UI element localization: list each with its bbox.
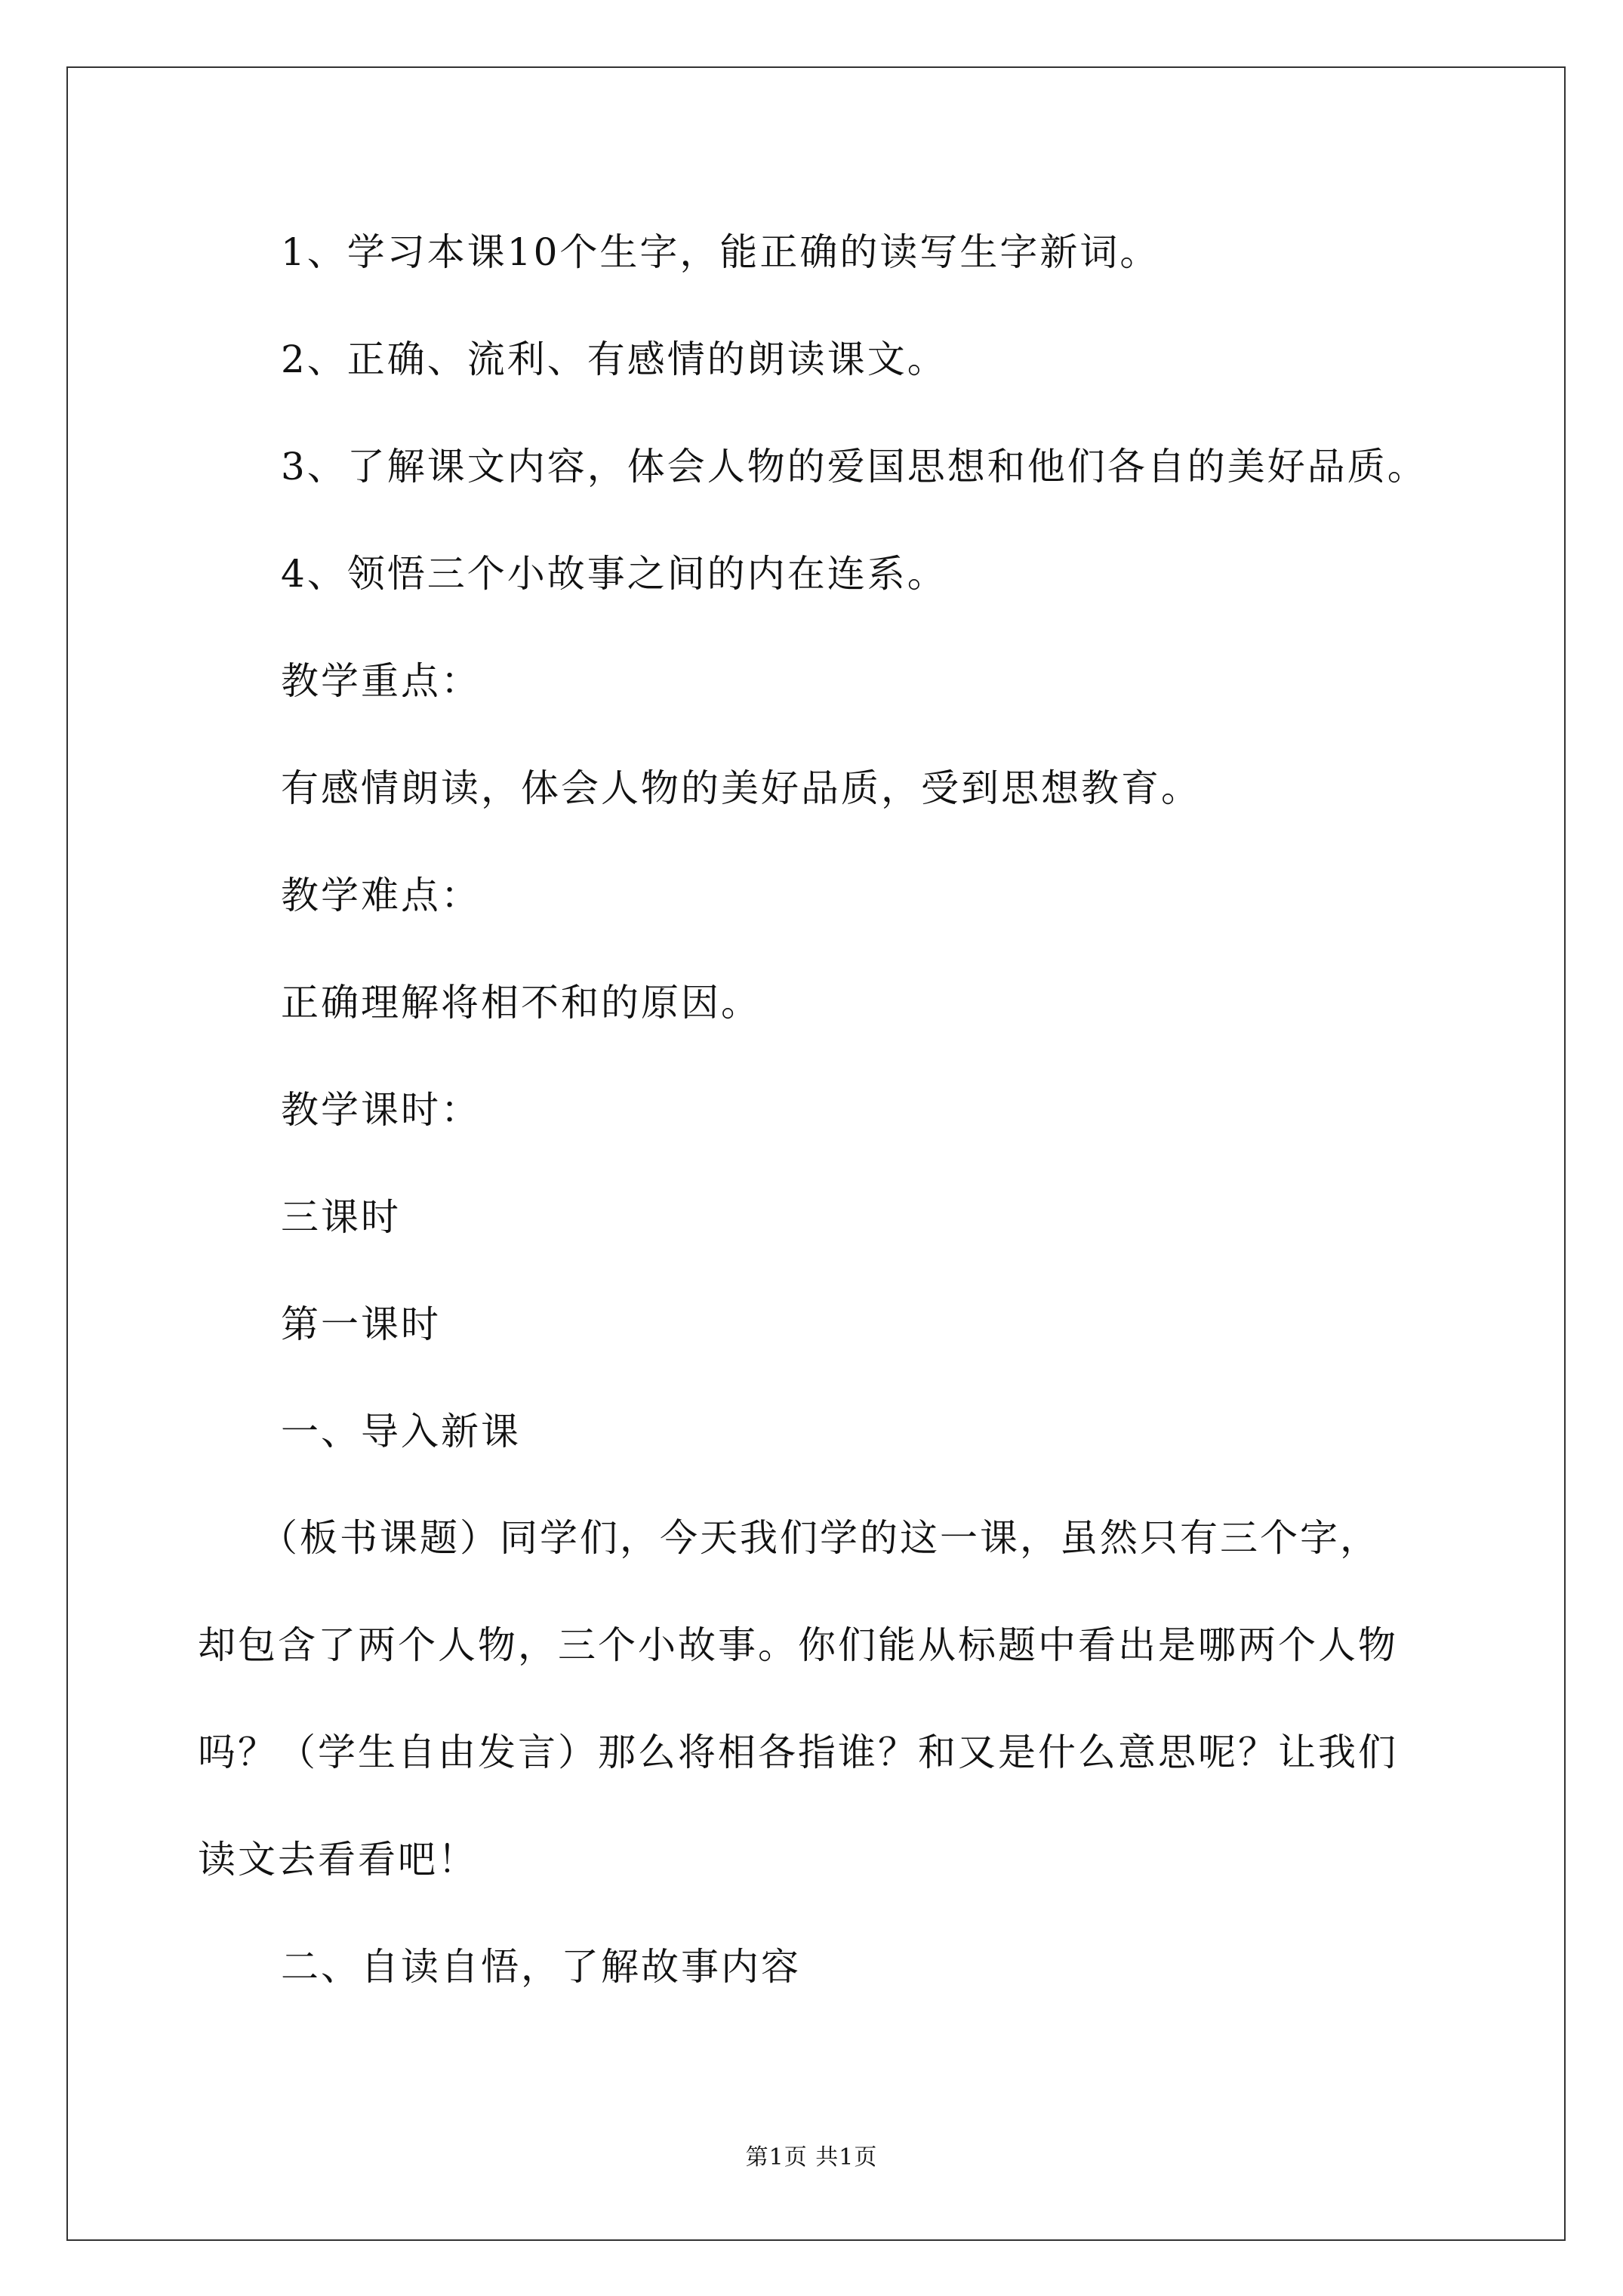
intro-paragraph-line-4: 读文去看看吧！ [198,1838,478,1881]
class-hours-text: 三课时 [281,1195,401,1239]
intro-paragraph-line-3: 吗？（学生自由发言）那么将相各指谁？和又是什么意思呢？让我们 [198,1730,1398,1774]
objective-2: 2、正确、流利、有感情的朗读课文。 [281,337,947,381]
intro-paragraph-line-1: （板书课题）同学们，今天我们学的这一课，虽然只有三个字， [260,1516,1380,1560]
objective-4: 4、领悟三个小故事之间的内在连系。 [281,552,947,596]
difficulties-text: 正确理解将相不和的原因。 [281,981,761,1025]
key-points-text: 有感情朗读，体会人物的美好品质，受到思想教育。 [281,766,1201,810]
section-first-lesson: 第一课时 [281,1302,441,1346]
page-border [66,66,1566,2241]
heading-difficulties: 教学难点： [281,874,481,917]
section-intro: 一、导入新课 [281,1410,521,1453]
heading-class-hours: 教学课时： [281,1088,481,1132]
objective-3: 3、了解课文内容，体会人物的爱国思想和他们各自的美好品质。 [281,445,1427,488]
section-self-reading: 二、自读自悟，了解故事内容 [281,1945,801,1989]
intro-paragraph-line-2: 却包含了两个人物，三个小故事。你们能从标题中看出是哪两个人物 [198,1623,1398,1667]
objective-1: 1、学习本课10个生字，能正确的读写生字新词。 [281,230,1160,274]
page-number-footer: 第1页 共1页 [745,2144,878,2171]
heading-key-points: 教学重点： [281,659,481,703]
